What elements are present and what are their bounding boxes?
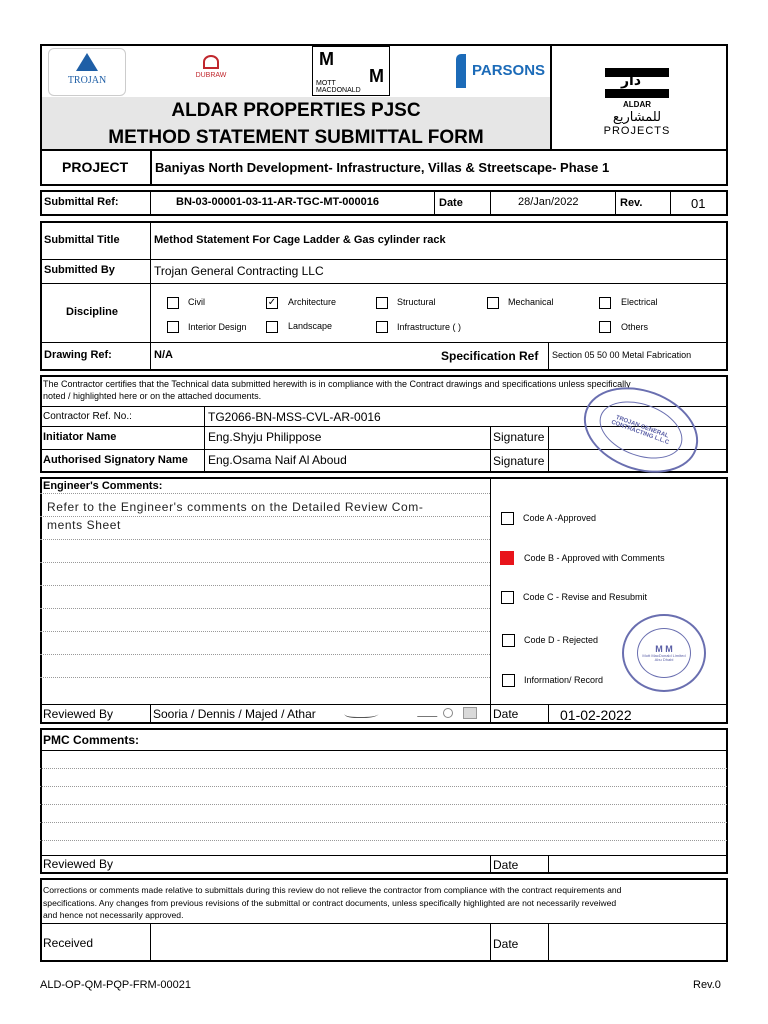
form-revision: Rev.0 [693,979,721,991]
drawing-ref-label: Drawing Ref: [44,349,112,361]
disclaimer-line-1: Corrections or comments made relative to submittals during this review do not relieve the contractor from compliance with the contract requirements and [43,885,622,895]
form-title: METHOD STATEMENT SUBMITTAL FORM [108,127,484,148]
authorised-signatory-value: Eng.Osama Naif Al Aboud [208,453,347,467]
interior-design-label: Interior Design [188,322,247,332]
drawing-ref-value: N/A [154,349,173,361]
code-c-checkbox[interactable] [501,591,514,604]
civil-label: Civil [188,297,205,307]
received-label: Received [43,936,94,950]
infrastructure-checkbox[interactable] [376,321,388,333]
mott-macdonald-stamp: M M Mott MacDonald Limited Abu Dhabi [622,614,706,692]
submittal-date-value: 28/Jan/2022 [518,196,579,208]
code-d-label: Code D - Rejected [524,635,599,645]
structural-label: Structural [397,297,436,307]
code-c-label: Code C - Revise and Resubmit [523,592,648,602]
certification-line-1: The Contractor certifies that the Technical data submitted herewith is in compliance with the Contract drawings and specifications unless specifically [43,379,631,389]
form-code: ALD-OP-QM-PQP-FRM-00021 [40,979,191,991]
engineers-comments-header: Engineer's Comments: [43,480,163,492]
disclaimer-line-2: specifications. Any changes from previous revisions of the submittal or contract documents, unless specifically highlighted are not necessarily reveiwed [43,898,617,908]
landscape-checkbox[interactable] [266,321,278,333]
submittal-title-value: Method Statement For Cage Ladder & Gas cylinder rack [154,234,446,246]
disclaimer-line-3: and hence not necessarily approved. [43,910,184,920]
submittal-ref-label: Submittal Ref: [44,196,119,208]
trojan-company-stamp: TROJAN GENERAL CONTRACTING L.L.C [572,372,710,488]
signature-2-icon [417,710,441,717]
certification-line-2: noted / highlighted here or on the attached documents. [43,391,262,401]
triangle-icon [76,53,98,71]
date-label: Date [439,197,463,209]
project-label: PROJECT [62,159,129,175]
initiator-name-label: Initiator Name [43,431,117,443]
pmc-comments-header: PMC Comments: [43,733,140,747]
engineer-reviewed-by-value: Sooria / Dennis / Majed / Athar [153,707,316,721]
contractor-ref-label: Contractor Ref. No.: [43,411,132,422]
code-b-checkbox[interactable] [500,551,514,565]
authorised-signatory-label: Authorised Signatory Name [43,454,188,466]
information-record-label: Information/ Record [524,675,604,685]
rev-label: Rev. [620,197,643,209]
signature-1-icon [343,708,381,718]
interior-design-checkbox[interactable] [167,321,179,333]
signature-4-icon [463,707,477,719]
structural-checkbox[interactable] [376,297,388,309]
parsons-logo: PARSONS [454,48,548,94]
project-value: Baniyas North Development- Infrastructure, Villas & Streetscape- Phase 1 [155,160,610,175]
company-title: ALDAR PROPERTIES PJSC [171,100,421,121]
architecture-label: Architecture [288,297,337,307]
checkmark-icon: ✓ [267,297,277,308]
specification-ref-label: Specification Ref [441,349,539,363]
discipline-label: Discipline [66,306,118,318]
signature-3-icon [443,708,453,718]
authorised-signature-label: Signature [493,454,545,468]
engineer-date-value: 01-02-2022 [560,707,632,723]
submittal-ref-value: BN-03-00001-03-11-AR-TGC-MT-000016 [176,196,379,208]
aldar-mark-icon: دار [605,68,669,98]
dubraw-mark-icon [203,55,219,69]
contractor-ref-value: TG2066-BN-MSS-CVL-AR-0016 [208,410,381,424]
code-a-checkbox[interactable] [501,512,514,525]
mechanical-checkbox[interactable] [487,297,499,309]
pmc-date-label: Date [493,858,519,872]
stamp-m-icon: M M [655,643,673,654]
dubraw-logo: DUBRAW [165,55,257,89]
civil-checkbox[interactable] [167,297,179,309]
code-a-label: Code A -Approved [523,513,597,523]
information-record-checkbox[interactable] [502,674,515,687]
submittal-title-label: Submittal Title [44,234,120,246]
engineer-reviewed-by-label: Reviewed By [43,707,114,721]
others-checkbox[interactable] [599,321,611,333]
initiator-name-value: Eng.Shyju Philippose [208,430,322,444]
aldar-projects-logo: دار ALDAR للمشاريع PROJECTS [590,68,684,146]
received-date-label: Date [493,937,519,951]
code-d-checkbox[interactable] [502,634,515,647]
engineer-comment-line-2: ments Sheet [47,518,121,532]
engineer-comment-line-1: Refer to the Engineer's comments on the Detailed Review Com- [47,500,424,514]
engineer-date-label: Date [493,707,519,721]
architecture-checkbox[interactable] [266,297,278,309]
pmc-reviewed-by-label: Reviewed By [43,857,114,871]
rev-value: 01 [691,196,706,211]
reviewer-signatures [345,706,485,722]
electrical-label: Electrical [621,297,658,307]
submitted-by-label: Submitted By [44,264,115,276]
code-b-label: Code B - Approved with Comments [524,553,665,563]
electrical-checkbox[interactable] [599,297,611,309]
submitted-by-value: Trojan General Contracting LLC [154,264,324,278]
mechanical-label: Mechanical [508,297,554,307]
mott-macdonald-logo: M M MOTT MACDONALD [312,46,390,96]
initiator-signature-label: Signature [493,430,545,444]
infrastructure-label: Infrastructure ( ) [397,322,462,332]
specification-ref-value: Section 05 50 00 Metal Fabrication [552,350,692,360]
others-label: Others [621,322,649,332]
trojan-logo: TROJAN [48,48,126,96]
parsons-p-icon [456,54,466,88]
landscape-label: Landscape [288,321,333,331]
